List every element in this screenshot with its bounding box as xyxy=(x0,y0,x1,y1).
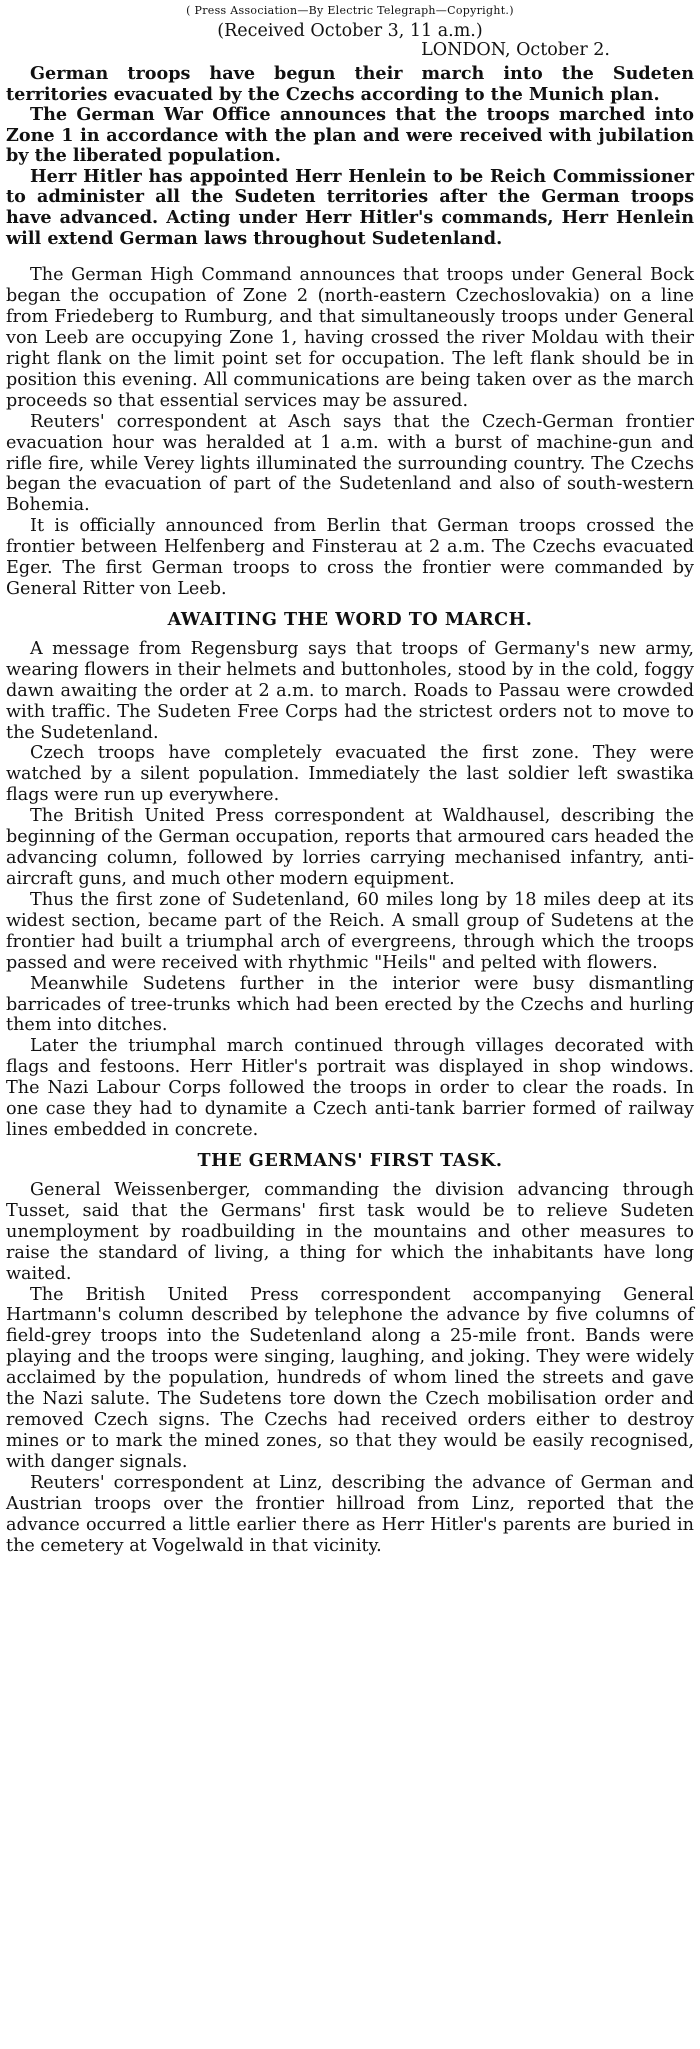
lead-paragraph: The German War Office announces that the troops marched into Zone 1 in accordance with the plan and were received with jubilation by the liberated population. xyxy=(6,104,694,167)
section-heading: THE GERMANS' FIRST TASK. xyxy=(197,1150,503,1171)
lead-paragraph: Herr Hitler has appointed Herr Henlein to be Reich Commissioner to administer all the Sudeten territories after the German troops have advanced. Acting under Herr Hitler's commands, Herr Henlein will extend German laws throughout Sudetenland. xyxy=(6,165,694,249)
body-paragraph: Reuters' correspondent at Asch says that the Czech-German frontier evacuation hour was heralded at 1 a.m. with a burst of machine-gun and rifle fire, while Verey lights illuminated the surrounding country. The Czechs began the evacuation of part of the Sudetenland and also of south-western Bohemia. xyxy=(6,411,694,516)
received-line: (Received October 3, 11 a.m.) xyxy=(217,21,483,41)
body-paragraph: It is officially announced from Berlin that German troops crossed the frontier between Helfenberg and Finsterau at 2 a.m. The Czechs evacuated Eger. The first German troops to cross the frontier were commanded by General Ritter von Leeb. xyxy=(6,516,694,600)
section-awaiting-march xyxy=(6,639,694,1141)
section-paragraph: General Weissenberger, commanding the division advancing through Tusset, said that the Germans' first task would be to relieve Sudeten unemployment by roadbuilding in the mountains and other measures to raise the standard of living, a thing for which the inhabitants have long waited. xyxy=(6,1179,694,1284)
section-paragraph: A message from Regensburg says that troops of Germany's new army, wearing flowers in their helmets and buttonholes, stood by in the cold, foggy dawn awaiting the order at 2 a.m. to march. Roads to Passau were crowded with traffic. The Sudeten Free Corps had the strictest orders not to move to the Sudetenland. xyxy=(6,638,694,743)
section-heading: AWAITING THE WORD TO MARCH. xyxy=(167,608,533,630)
spacer xyxy=(6,249,694,265)
section-first-task xyxy=(6,1180,694,1557)
section-paragraph: Czech troops have completely evacuated the first zone. They were watched by a silent population. Immediately the last soldier left swastika flags were run up everywhere. xyxy=(6,743,694,806)
lead-section xyxy=(6,64,694,249)
section-paragraph: The British United Press correspondent accompanying General Hartmann's column described by telephone the advance by five columns of field-grey troops into the Sudetenland along a 25-mile front. Bands were playing and the troops were singing, laughing, and joking. They were widely acclaimed by the population, hundreds of whom lined the streets and gave the Nazi salute. The Sudetens tore down the Czech mobilisation order and removed Czech signs. The Czechs had received orders either to destroy mines or to mark the mined zones, so that they would be easily recognised, with danger signals. xyxy=(6,1284,694,1472)
body-section xyxy=(6,265,694,600)
wire-credit: ( Press Association—By Electric Telegraph—Copyright.) xyxy=(186,4,514,17)
section-paragraph: Meanwhile Sudetens further in the interior were busy dismantling barricades of tree-trunks which had been erected by the Czechs and hurling them into ditches. xyxy=(6,973,694,1036)
lead-paragraph: German troops have begun their march into the Sudeten territories evacuated by the Czechs according to the Munich plan. xyxy=(6,63,694,105)
section-paragraph: Later the triumphal march continued through villages decorated with flags and festoons. Herr Hitler's portrait was displayed in shop windows. The Nazi Labour Corps followed the troops in order to clear the roads. In one case they had to dynamite a Czech anti-tank barrier formed of railway lines embedded in concrete. xyxy=(6,1036,694,1141)
section-paragraph: Reuters' correspondent at Linz, describing the advance of German and Austrian troops over the frontier hillroad from Linz, reported that the advance occurred a little earlier there as Herr Hitler's parents are buried in the cemetery at Vogelwald in that vicinity. xyxy=(6,1472,694,1556)
body-paragraph: The German High Command announces that troops under General Bock began the occupation of Zone 2 (north-eastern Czechoslovakia) on a line from Friedeberg to Rumburg, and that simultaneously troops under General von Leeb are occupying Zone 1, having crossed the river Moldau with their right flank on the limit point set for occupation. The left flank should be in position this evening. All communications are being taken over as the march proceeds so that essential services may be assured. xyxy=(6,265,694,411)
dateline: LONDON, October 2. xyxy=(421,40,610,60)
section-paragraph: The British United Press correspondent at Waldhausel, describing the beginning of the German occupation, reports that armoured cars headed the advancing column, followed by lorries carrying mechanised infantry, anti-aircraft guns, and much other modern equipment. xyxy=(6,806,694,890)
section-paragraph: Thus the first zone of Sudetenland, 60 miles long by 18 miles deep at its widest section, became part of the Reich. A small group of Sudetens at the frontier had built a triumphal arch of evergreens, through which the troops passed and were received with rhythmic "Heils" and pelted with flowers. xyxy=(6,889,694,973)
